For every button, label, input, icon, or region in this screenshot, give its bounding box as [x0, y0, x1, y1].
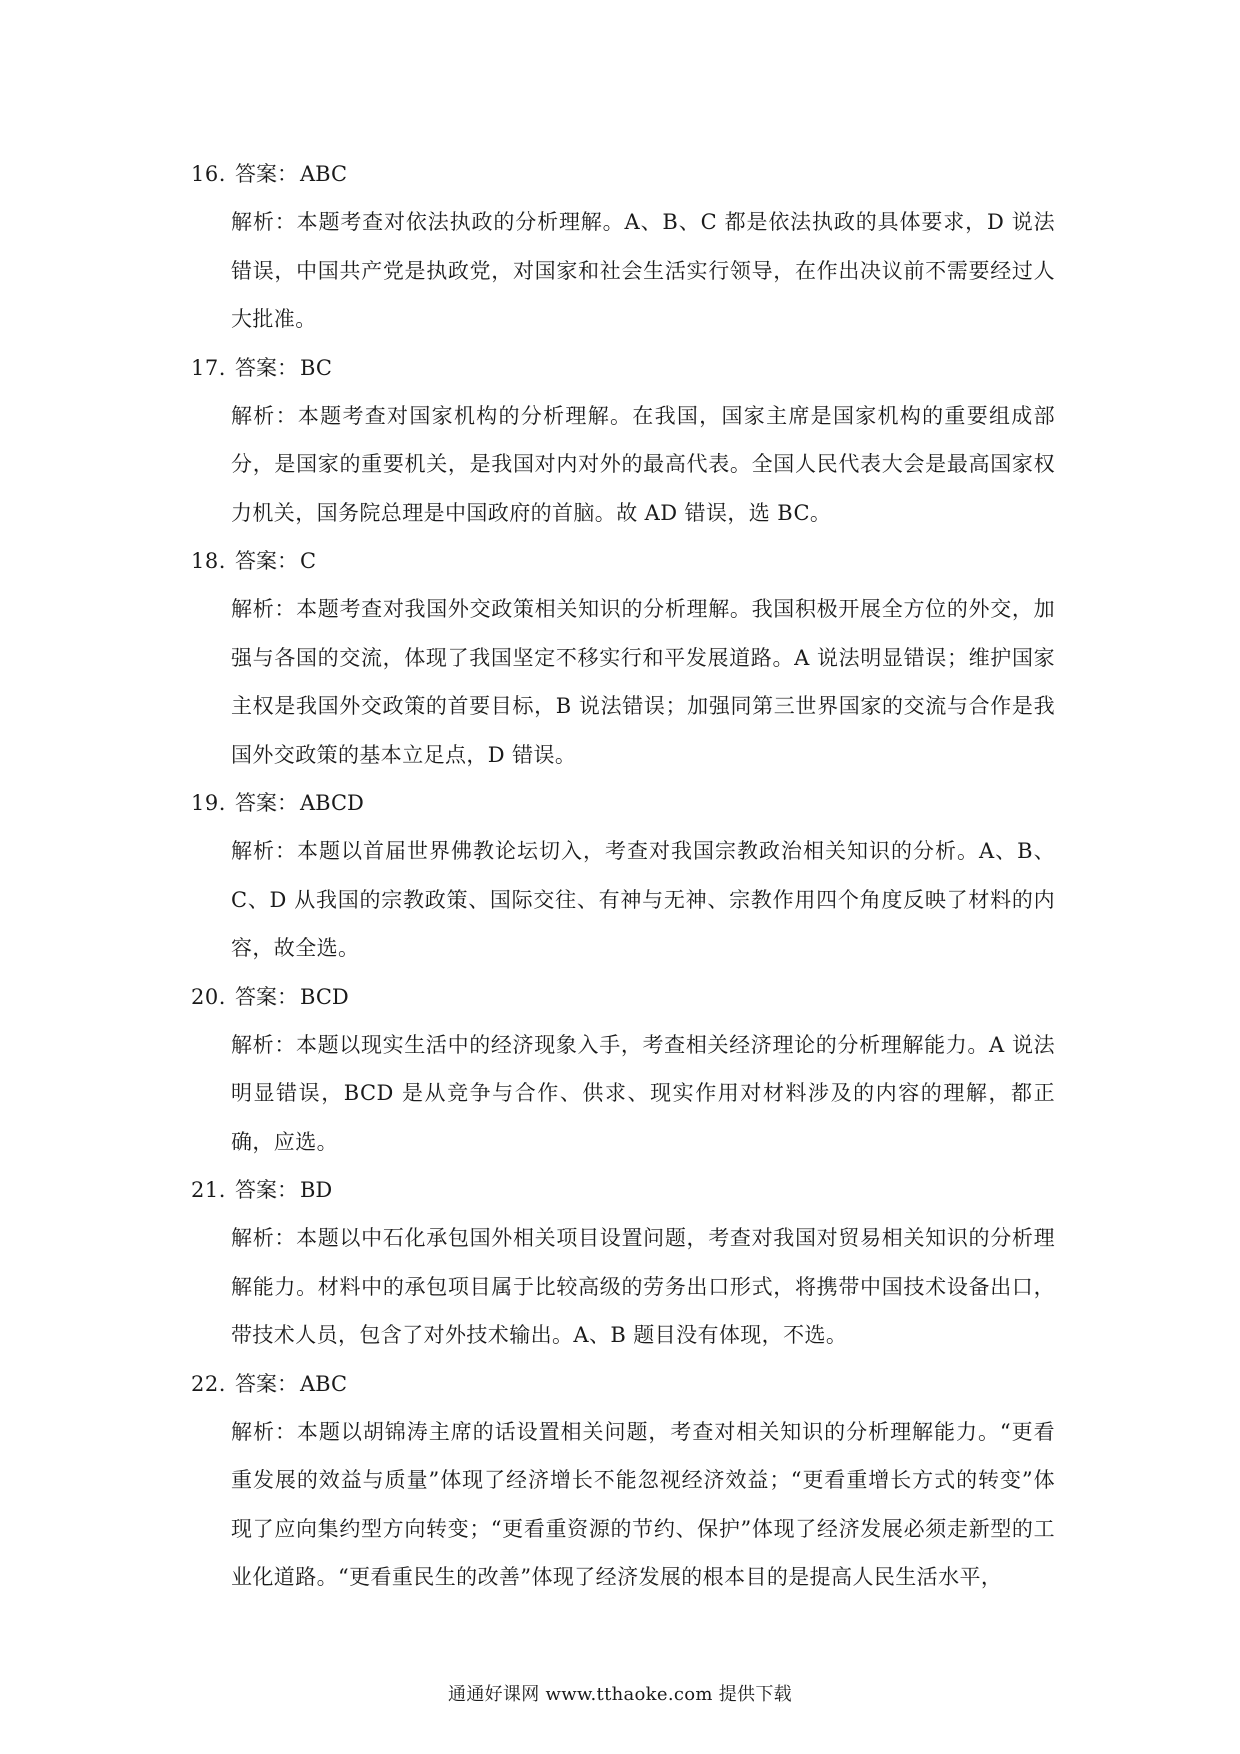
- answer-value: BCD: [300, 984, 349, 1009]
- answer-line: [0, 150, 1240, 198]
- question-number: 17.: [191, 355, 226, 380]
- answer-line: [0, 344, 1240, 392]
- answer-value: BC: [300, 355, 332, 380]
- answer-list: [0, 150, 1240, 1602]
- answer-line: [0, 779, 1240, 827]
- answer-label: 答案：: [235, 549, 298, 573]
- answer-item-19: [0, 779, 1240, 973]
- answer-label: 答案：: [235, 1178, 298, 1202]
- answer-label: 答案：: [235, 355, 298, 380]
- answer-label: 答案：: [235, 984, 298, 1009]
- answer-item-17: [0, 344, 1240, 538]
- answer-item-18: [0, 537, 1240, 779]
- answer-value: ABCD: [300, 791, 364, 815]
- answer-label: 答案：: [235, 162, 298, 186]
- answer-line: [0, 1360, 1240, 1408]
- explanation-text: 解析：本题考查对我国外交政策相关知识的分析理解。我国积极开展全方位的外交，加强与各国的交流，体现了我国坚定不移实行和平发展道路。A 说法明显错误；维护国家主权是我国外交政策的首要目标，B 说法错误；加强同第三世界国家的交流与合作是我国外交政策的基本立足点，D 错误。: [231, 597, 1055, 767]
- explanation-text: 解析：本题考查对依法执政的分析理解。A、B、C 都是依法执政的具体要求，D 说法错误，中国共产党是执政党，对国家和社会生活实行领导，在作出决议前不需要经过人大批准。: [231, 210, 1055, 331]
- answer-value: ABC: [300, 1371, 348, 1396]
- answer-item-21: [0, 1166, 1240, 1360]
- answer-value: C: [300, 549, 317, 573]
- answer-label: 答案：: [235, 791, 298, 815]
- answer-value: BD: [300, 1178, 333, 1202]
- answer-item-16: [0, 150, 1240, 344]
- explanation-text: 解析：本题以首届世界佛教论坛切入，考查对我国宗教政治相关知识的分析。A、B、C、D 从我国的宗教政策、国际交往、有神与无神、宗教作用四个角度反映了材料的内容，故全选。: [231, 839, 1055, 960]
- question-number: 21.: [191, 1178, 226, 1202]
- answer-label: 答案：: [235, 1371, 298, 1396]
- answer-item-20: [0, 973, 1240, 1167]
- answer-line: [0, 973, 1240, 1021]
- answer-line: [0, 537, 1240, 585]
- answer-line: [0, 1166, 1240, 1214]
- explanation-text: 解析：本题考查对国家机构的分析理解。在我国，国家主席是国家机构的重要组成部分，是国家的重要机关，是我国对内对外的最高代表。全国人民代表大会是最高国家权力机关，国务院总理是中国政府的首脑。故 AD 错误，选 BC。: [231, 403, 1055, 525]
- page-footer: 通通好课网 www.tthaoke.com 提供下载: [448, 1684, 792, 1705]
- question-number: 19.: [191, 791, 226, 815]
- question-number: 22.: [191, 1371, 226, 1396]
- explanation-text: 解析：本题以现实生活中的经济现象入手，考查相关经济理论的分析理解能力。A 说法明显错误，BCD 是从竞争与合作、供求、现实作用对材料涉及的内容的理解，都正确，应选。: [231, 1032, 1055, 1154]
- answer-value: ABC: [300, 162, 348, 186]
- explanation-text: 解析：本题以中石化承包国外相关项目设置问题，考查对我国对贸易相关知识的分析理解能力。材料中的承包项目属于比较高级的劳务出口形式，将携带中国技术设备出口，带技术人员，包含了对外技术输出。A、B 题目没有体现，不选。: [231, 1226, 1055, 1347]
- answer-item-22: [0, 1360, 1240, 1602]
- question-number: 16.: [191, 162, 226, 186]
- question-number: 20.: [191, 984, 226, 1009]
- explanation-text: 解析：本题以胡锦涛主席的话设置相关问题，考查对相关知识的分析理解能力。“更看重发展的效益与质量”体现了经济增长不能忽视经济效益；“更看重增长方式的转变”体现了应向集约型方向转变；“更看重资源的节约、保护”体现了经济发展必须走新型的工业化道路。“更看重民生的改善”体现了经济发展的根本目的是提高人民生活水平，: [231, 1419, 1055, 1589]
- question-number: 18.: [191, 549, 226, 573]
